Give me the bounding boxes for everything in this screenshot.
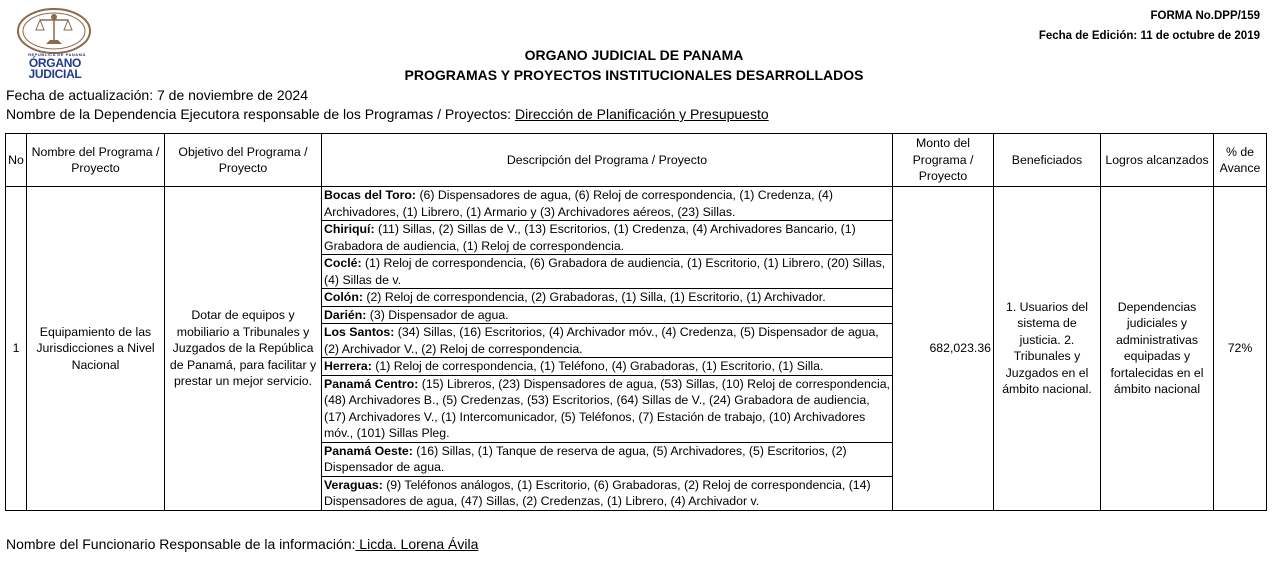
region-name: Chiriquí — [324, 222, 371, 236]
edition-date-value: 11 de octubre de 2019 — [1140, 30, 1260, 42]
header-nombre: Nombre del Programa / Proyecto — [27, 134, 165, 187]
header-monto: Monto del Programa / Proyecto — [893, 134, 994, 187]
description-item — [322, 324, 892, 358]
region-items: (3) Dispensador de agua. — [366, 307, 509, 322]
description-item — [322, 375, 892, 442]
table-header-row — [6, 134, 1267, 187]
region-items: (1) Reloj de correspondencia, (1) Teléfono, (4) Grabadoras, (1) Escritorio, (1) Silla. — [371, 359, 824, 373]
cell-nombre: Equipamiento de las Jurisdicciones a Nivel Nacional — [27, 187, 165, 511]
region-separator: : — [378, 477, 383, 492]
cell-objetivo: Dotar de equipos y mobiliario a Tribunales y Juzgados de la República de Panamá, para facilitar y prestar un mejor servicio. — [165, 187, 322, 511]
region-name: Colón — [324, 290, 359, 304]
form-number: FORMA No.DPP/159 — [1150, 10, 1260, 22]
description-item — [322, 289, 892, 307]
region-items: (9) Teléfonos análogos, (1) Escritorio, (6) Grabadoras, (2) Reloj de correspondencia, (14) Dispensadores de agua, (47) Sillas, (2) Credenzas, (1) Librero, (4) Archivador v. — [324, 477, 871, 508]
header-beneficiados: Beneficiados — [994, 134, 1101, 187]
description-item-cell — [322, 255, 892, 289]
region-items: (15) Libreros, (23) Dispensadores de agua, (53) Sillas, (10) Reloj de correspondencia, (48) Archivadores B., (5) Credenzas, (53) Escritorios, (64) Sillas de V., (24) Grabadora de audiencia, (17) Archivadores V., (1) Intercomunicador, (5) Teléfonos, (7) Estación de trabajo, (10) Archivadores móv., (101) Sillas Pleg. — [324, 376, 890, 440]
description-item — [322, 221, 892, 255]
edition-date — [1039, 30, 1260, 42]
region-items: (6) Dispensadores de agua, (6) Reloj de correspondencia, (1) Credenza, (4) Archivadores, (1) Librero, (1) Armario y (3) Archivadores aéreos, (23) Sillas. — [324, 188, 833, 219]
description-item-cell — [322, 289, 892, 307]
description-item — [322, 306, 892, 324]
header-no: No — [6, 134, 27, 187]
update-date: Fecha de actualización: 7 de noviembre de 2024 — [6, 87, 308, 103]
region-items: (2) Reloj de correspondencia, (2) Grabadoras, (1) Silla, (1) Escritorio, (1) Archivador. — [362, 290, 826, 304]
description-item — [322, 187, 892, 221]
page-title: ORGANO JUDICIAL DE PANAMA — [524, 47, 744, 63]
cell-logros: Dependencias judiciales y administrativas equipadas y fortalecidas en el ámbito nacional — [1101, 187, 1214, 511]
description-item-cell — [322, 375, 892, 442]
header-avance: % de Avance — [1214, 134, 1267, 187]
description-item-cell — [322, 442, 892, 476]
region-name: Panamá Oeste — [324, 443, 409, 458]
description-item-cell — [322, 324, 892, 358]
region-name: Bocas del Toro — [324, 188, 412, 202]
header-logros: Logros alcanzados — [1101, 134, 1214, 187]
region-separator: : — [408, 443, 413, 458]
cell-descripcion — [322, 187, 893, 511]
executing-unit-value: Dirección de Planificación y Presupuesto — [514, 106, 769, 122]
region-name: Veraguas — [324, 477, 379, 492]
description-item — [322, 442, 892, 476]
responsible-label: Nombre del Funcionario Responsable de la información: — [6, 536, 356, 552]
executing-unit — [6, 106, 769, 122]
responsible-name: Licda. Lorena Ávila — [355, 536, 479, 552]
responsible-official — [6, 536, 478, 552]
region-name: Coclé — [324, 256, 358, 270]
executing-unit-label: Nombre de la Dependencia Ejecutora responsable de los Programas / Proyectos: — [6, 106, 515, 122]
description-item — [322, 476, 892, 510]
region-separator: : — [358, 290, 363, 304]
header-descripcion: Descripción del Programa / Proyecto — [322, 134, 893, 187]
description-item-cell — [322, 358, 892, 376]
region-items: (16) Sillas, (1) Tanque de reserva de agua, (5) Archivadores, (5) Escritorios, (2) Dispensador de agua. — [324, 443, 847, 474]
region-separator: : — [390, 325, 395, 339]
header-objetivo: Objetivo del Programa / Proyecto — [165, 134, 322, 187]
region-items: (34) Sillas, (16) Escritorios, (4) Archivador móv., (4) Credenza, (5) Dispensador de agua, (2) Archivador V., (2) Reloj de correspondencia. — [324, 325, 879, 356]
description-item — [322, 358, 892, 376]
logo-word-judicial: JUDICIAL — [28, 67, 82, 81]
edition-date-label: Fecha de Edición: — [1038, 30, 1141, 42]
region-name: Herrera — [324, 359, 368, 373]
description-item — [322, 255, 892, 289]
logo-seal-text: REPÚBLICA DE PANAMÁ — [28, 52, 86, 57]
region-name: Panamá Centro — [324, 376, 415, 391]
cell-no: 1 — [6, 187, 27, 511]
region-separator: : — [370, 222, 375, 236]
description-item-cell — [322, 306, 892, 324]
region-separator: : — [411, 188, 417, 202]
region-name: Darién — [324, 307, 363, 322]
region-name: Los Santos — [324, 325, 391, 339]
programs-table — [5, 133, 1267, 511]
cell-beneficiados: 1. Usuarios del sistema de justicia. 2. Tribunales y Juzgados en el ámbito nacional. — [994, 187, 1101, 511]
organo-judicial-logo — [8, 6, 96, 81]
region-items: (11) Sillas, (2) Sillas de V., (13) Escritorios, (1) Credenza, (4) Archivadores Bancario, (1) Grabadora de audiencia, (1) Reloj de correspondencia. — [324, 222, 856, 253]
region-separator: : — [362, 307, 367, 322]
description-item-cell — [322, 221, 892, 255]
description-item-cell — [322, 476, 892, 510]
region-separator: : — [414, 376, 419, 391]
page-subtitle: PROGRAMAS Y PROYECTOS INSTITUCIONALES DESARROLLADOS — [404, 67, 864, 83]
description-list — [322, 187, 892, 510]
description-item-cell — [322, 187, 892, 221]
cell-monto: 682,023.36 — [893, 187, 994, 511]
logo-word-organo: ÓRGANO — [28, 56, 82, 70]
region-items: (1) Reloj de correspondencia, (6) Grabadora de audiencia, (1) Escritorio, (1) Librero, (20) Sillas, (4) Sillas de v. — [324, 256, 886, 287]
cell-avance: 72% — [1214, 187, 1267, 511]
table-row — [6, 187, 1267, 511]
region-separator: : — [357, 256, 362, 270]
region-separator: : — [367, 359, 372, 373]
